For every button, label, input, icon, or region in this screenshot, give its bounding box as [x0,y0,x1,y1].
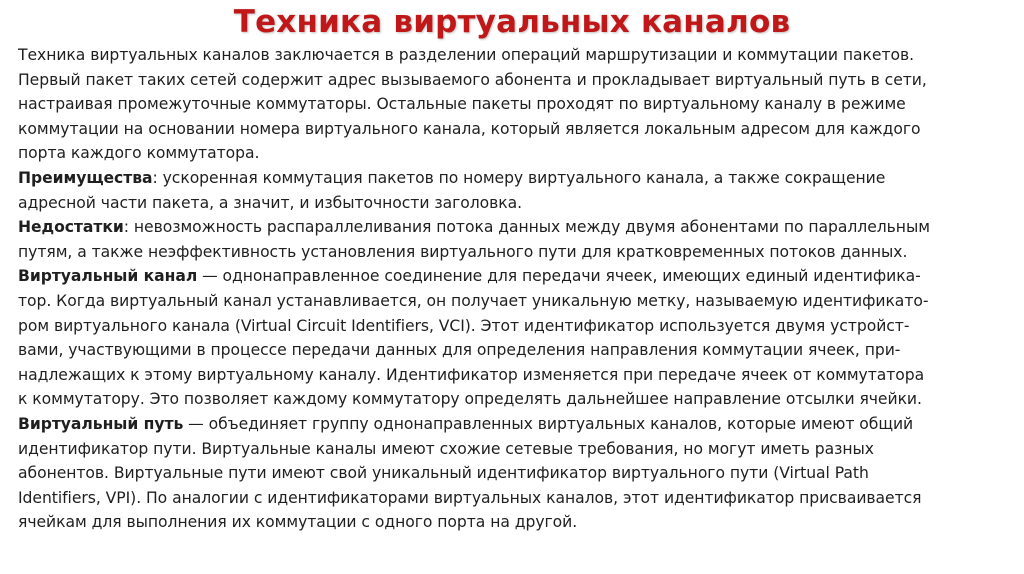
text-line: путям, а также неэффективность установления виртуального пути для кратковременных потоков данных. [18,242,908,261]
definition-text: — однонаправленное соединение для передачи ячеек, имеющих единый идентифика- [197,267,921,286]
text-line: Техника виртуальных каналов заключается в разделении операций маршрутизации и коммутации пакетов. [18,46,915,64]
text-line: настраивая промежуточные коммутаторы. Остальные пакеты проходят по виртуальному каналу в режиме [18,95,906,114]
text-line [18,166,1014,191]
text-line [18,412,1014,437]
paragraph-intro [18,43,1014,166]
paragraph-virtual-channel [18,264,1014,412]
term-virtual-path: Виртуальный путь [18,414,184,433]
text-line: адресной части пакета, а значит, и избыточности заголовка. [18,193,523,212]
definition-text: : невозможность распараллеливания потока данных между двумя абонентами по параллельным [123,218,930,237]
paragraph-disadvantages [18,215,1014,264]
text-line: идентификатор пути. Виртуальные каналы имеют схожие сетевые требования, но могут иметь разных [18,439,874,458]
paragraph-virtual-path [18,412,1014,535]
text-line: вами, участвующими в процессе передачи данных для определения направления коммутации ячеек, при- [18,341,901,360]
definition-text: — объединяет группу однонаправленных виртуальных каналов, которые имеют общий [183,414,914,433]
slide-title: Техника виртуальных каналов [233,4,791,40]
definition-text: : ускоренная коммутация пакетов по номеру виртуального канала, а также сокращение [152,168,886,187]
text-line: Identifiers, VPI). По аналогии с идентификаторами виртуальных каналов, этот идентификатор присваивается [18,488,922,507]
text-line: надлежащих к этому виртуальному каналу. Идентификатор изменяется при передаче ячеек от коммутатора [18,365,925,384]
term-advantages: Преимущества [18,168,153,187]
term-virtual-channel: Виртуальный канал [18,267,198,286]
text-line: ячейкам для выполнения их коммутации с одного порта на другой. [18,513,578,532]
text-line [18,215,1014,240]
text-line: тор. Когда виртуальный канал устанавливается, он получает уникальную метку, называемую идентификато- [18,291,929,310]
text-line: абонентов. Виртуальные пути имеют свой уникальный идентификатор виртуального пути (Virtual Path [18,464,869,483]
text-line [18,264,1014,289]
term-disadvantages: Недостатки [18,218,124,237]
text-line: Первый пакет таких сетей содержит адрес вызываемого абонента и прокладывает виртуальный путь в сети, [18,70,927,89]
text-line: ром виртуального канала (Virtual Circuit Identifiers, VCI). Этот идентификатор используется двумя устройст- [18,316,910,335]
text-line: коммутации на основании номера виртуального канала, который является локальным адресом для каждого [18,119,921,138]
slide-body [18,43,1014,535]
paragraph-advantages [18,166,1014,215]
text-line: к коммутатору. Это позволяет каждому коммутатору определять дальнейшее направление отсылки ячейки. [18,390,922,409]
text-line: порта каждого коммутатора. [18,144,260,163]
